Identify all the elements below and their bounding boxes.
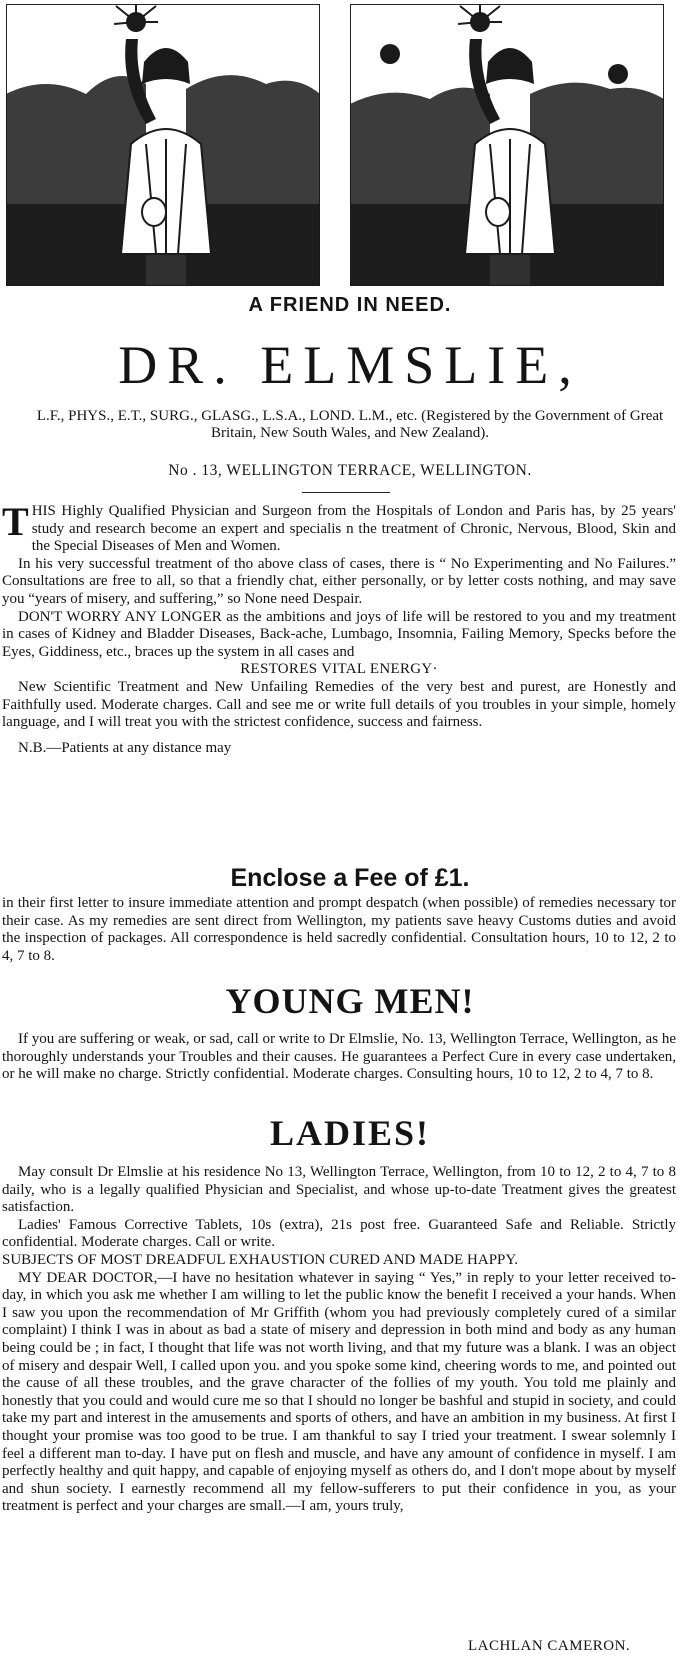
- signature: LACHLAN CAMERON.: [468, 1638, 631, 1654]
- young-men-section: [2, 1031, 676, 1084]
- fee-heading: Enclose a Fee of £1.: [230, 864, 470, 892]
- intro-paragraph: In his very successful treatment of tho above class of cases, there is “ No Experimenting and No Failures.” Consultations are free to all, so that a friendly chat, either personally, or by letter costs nothing, and may save you “years of misery, and suffering,” so None need Despair.: [2, 555, 676, 607]
- fee-section: [2, 895, 676, 965]
- young-men-text: If you are suffering or weak, or sad, call or write to Dr Elmslie, No. 13, Wellington Terrace, Wellington, as he thoroughly understands your Troubles and their causes. He guarantees a Perfect Cure in every case undertaken, or he will make no charge. Strictly confidential. Moderate charges. Consulting hours, 10 to 12, 2 to 4, 7 to 8.: [2, 1031, 676, 1083]
- woman-holding-sun-icon: [350, 4, 664, 286]
- qualifications: L.F., PHYS., E.T., SURG., GLASG., L.S.A., LOND. L.M., etc. (Registered by the Government of Great Britain, New South Wales, and New Zealand).: [36, 408, 664, 441]
- intro-paragraph: New Scientific Treatment and New Unfailing Remedies of the very best and purest, are Honestly and Faithfully used. Moderate charges. Call and see me or write full details of you troubles in your simple, homely language, and I will treat you with the strictest confidence, success and fairness.: [2, 678, 676, 731]
- ladies-section: [2, 1164, 676, 1516]
- intro-paragraph: THIS Highly Qualified Physician and Surgeon from the Hospitals of London and Paris has, by 25 years' study and research become an expert and specialis n the treatment of Chronic, Nervous, Blood, Skin and the Special Diseases of Men and Women.: [2, 499, 676, 555]
- page-title: DR. ELMSLIE,: [118, 335, 582, 395]
- testimonial-letter: MY DEAR DOCTOR,—I have no hesitation whatever in saying “ Yes,” in reply to your letter received to-day, in which you ask me whether I am willing to let the public know the benefit I received a your hands. When I saw you upon the recommendation of Mr Griffith (whom you had previously completely cured of a similar complaint) I think I was in about as bad a state of misery and depression in both mind and body as any human being could be ; in fact, I thought that life was not worth living, and that my future was a blank. I was an object of misery and despair Well, I called upon you. and you spoke some kind, cheering words to me, and pointed out the cause of all these troubles, and the grave character of the follies of my youth. You told me plainly and honestly that you could and would cure me so that I should no longer be bashful and stupid in society, and could take my part and interest in the amusements and sports of others, and have an ambition in my business. At first I thought your promise was too good to be true. I am thankful to say I tried your treatment. I swear solemnly I feel a different man to-day. I have put on flesh and muscle, and have any amount of confidence in myself. I am perfectly healthy and quit happy, and capable of enjoying myself as others do, and I don't mope about by myself and shun society. I earnestly recommend all my fellow-sufferers to put their confidence in you, as your treatment is perfect and your charges are small.—I am, yours truly,: [2, 1269, 676, 1515]
- ladies-heading: LADIES!: [269, 1113, 431, 1153]
- illustration-left: [6, 4, 320, 286]
- subjects-heading: SUBJECTS OF MOST DREADFUL EXHAUSTION CURED AND MADE HAPPY.: [2, 1251, 519, 1268]
- ladies-paragraph: Ladies' Famous Corrective Tablets, 10s (extra), 21s post free. Guaranteed Safe and Reliable. Strictly confidential. Moderate charges. Call or write.: [2, 1216, 676, 1251]
- divider: [302, 492, 390, 493]
- intro-paragraph: N.B.—Patients at any distance may: [18, 739, 232, 756]
- energy-heading: RESTORES VITAL ENERGY·: [240, 661, 438, 678]
- intro-paragraph: DON'T WORRY ANY LONGER as the ambitions and joys of life will be restored to you and my treatment in cases of Kidney and Bladder Diseases, Back-ache, Lumbago, Insomnia, Failing Memory, Specks before the Eyes, Giddiness, etc., braces up the system in all cases and: [2, 608, 676, 660]
- drop-cap: T: [2, 499, 29, 544]
- ladies-paragraph: May consult Dr Elmslie at his residence No 13, Wellington Terrace, Wellington, from 10 to 12, 2 to 4, 7 to 8 daily, who is a legally qualified Physician and Specialist, and whose up-to-date Treatment gives the greatest satisfaction.: [2, 1164, 676, 1216]
- illustration-right: [350, 4, 664, 286]
- young-men-heading: YOUNG MEN!: [225, 981, 475, 1021]
- address: No . 13, WELLINGTON TERRACE, WELLINGTON.: [168, 462, 532, 479]
- tagline: A FRIEND IN NEED.: [248, 294, 452, 316]
- woman-holding-sun-icon: [6, 4, 320, 286]
- intro-section: [2, 499, 676, 757]
- fee-text: in their first letter to insure immediate attention and prompt despatch (when possible) of remedies necessary tor their case. As my remedies are sent direct from Wellington, my patients save heavy Customs duties and avoid the inspection of packages. All correspondence is held sacredly confidential. Consultation hours, 10 to 12, 2 to 4, 7 to 8.: [2, 895, 676, 964]
